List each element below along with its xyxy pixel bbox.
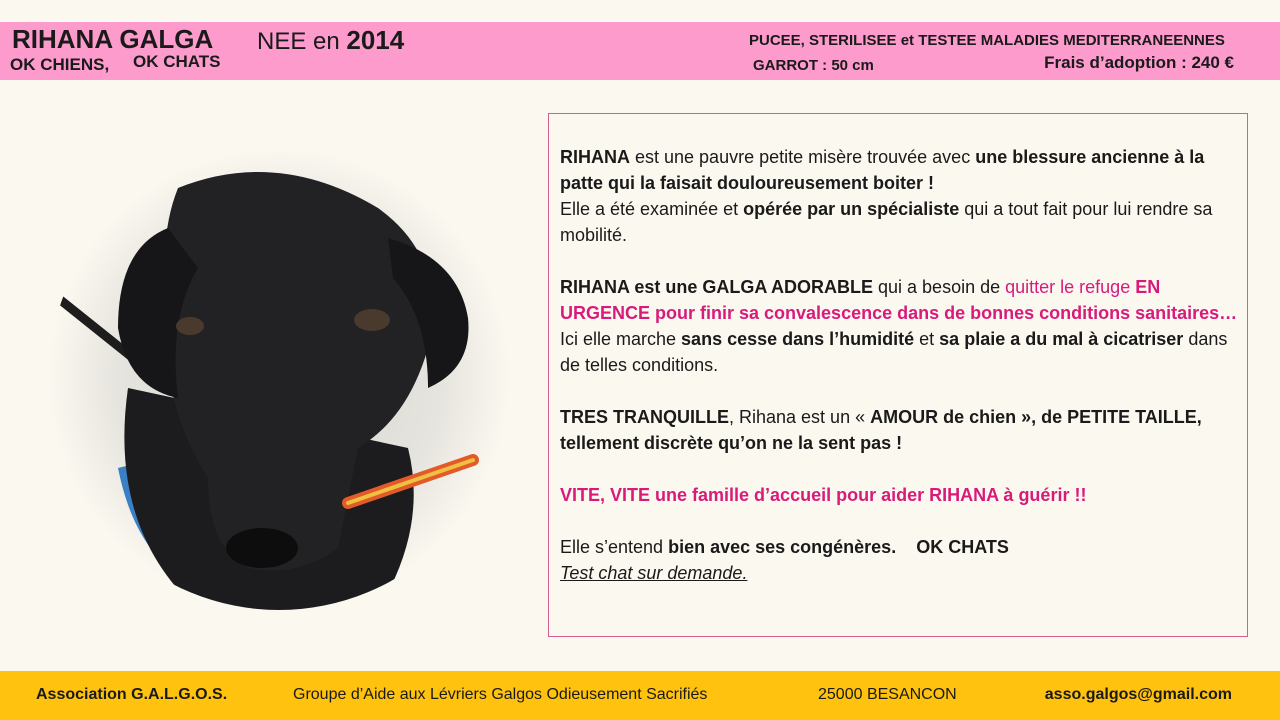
dog-illustration bbox=[48, 148, 510, 610]
association-full-name: Groupe d’Aide aux Lévriers Galgos Odieusement Sacrifiés bbox=[293, 686, 708, 703]
adoption-fee: Frais d’adoption : 240 € bbox=[1044, 53, 1234, 72]
garrot-height: GARROT : 50 cm bbox=[753, 57, 874, 74]
association-name: Association G.A.L.G.O.S. bbox=[36, 686, 228, 703]
dog-name: RIHANA GALGA bbox=[12, 24, 214, 54]
association-city: 25000 BESANCON bbox=[818, 686, 957, 703]
header-banner bbox=[0, 22, 1280, 80]
birth-year: NEE en 2014 bbox=[257, 25, 405, 55]
cat-test-note: Test chat sur demande. bbox=[560, 563, 748, 583]
footer-banner bbox=[0, 671, 1280, 720]
ok-cats-label: OK CHATS bbox=[133, 52, 221, 71]
description-text bbox=[560, 144, 1240, 586]
ok-cats-inline: OK CHATS bbox=[916, 537, 1009, 557]
paragraph-urgency: RIHANA est une GALGA ADORABLE qui a besoin de quitter le refuge EN URGENCE pour finir sa convalescence dans de bonnes conditions sanitaires… Ici elle marche sans cesse dans l’humidité et sa plaie a du mal à cicatriser dans de telles conditions. bbox=[560, 277, 1238, 375]
paragraph-temperament: TRES TRANQUILLE, Rihana est un « AMOUR de chien », de PETITE TAILLE, tellement discrète qu’on ne la sent pas ! bbox=[560, 407, 1202, 453]
contact-email[interactable]: asso.galgos@gmail.com bbox=[1044, 686, 1232, 703]
paragraph-compatibility: Elle s’entend bien avec ses congénères. OK CHATS Test chat sur demande. bbox=[560, 534, 1240, 586]
ok-dogs-label: OK CHIENS, bbox=[10, 55, 110, 74]
paragraph-rescue: RIHANA est une pauvre petite misère trouvée avec une blessure ancienne à la patte qui la faisait douloureusement boiter ! Elle a été examinée et opérée par un spécialiste qui a tout fait pour lui rendre sa mobilité. bbox=[560, 147, 1213, 245]
health-status: PUCEE, STERILISEE et TESTEE MALADIES MEDITERRANEENNES bbox=[749, 32, 1225, 49]
dog-photo bbox=[48, 148, 510, 610]
paragraph-call-to-action: VITE, VITE une famille d’accueil pour aider RIHANA à guérir !! bbox=[560, 485, 1087, 505]
